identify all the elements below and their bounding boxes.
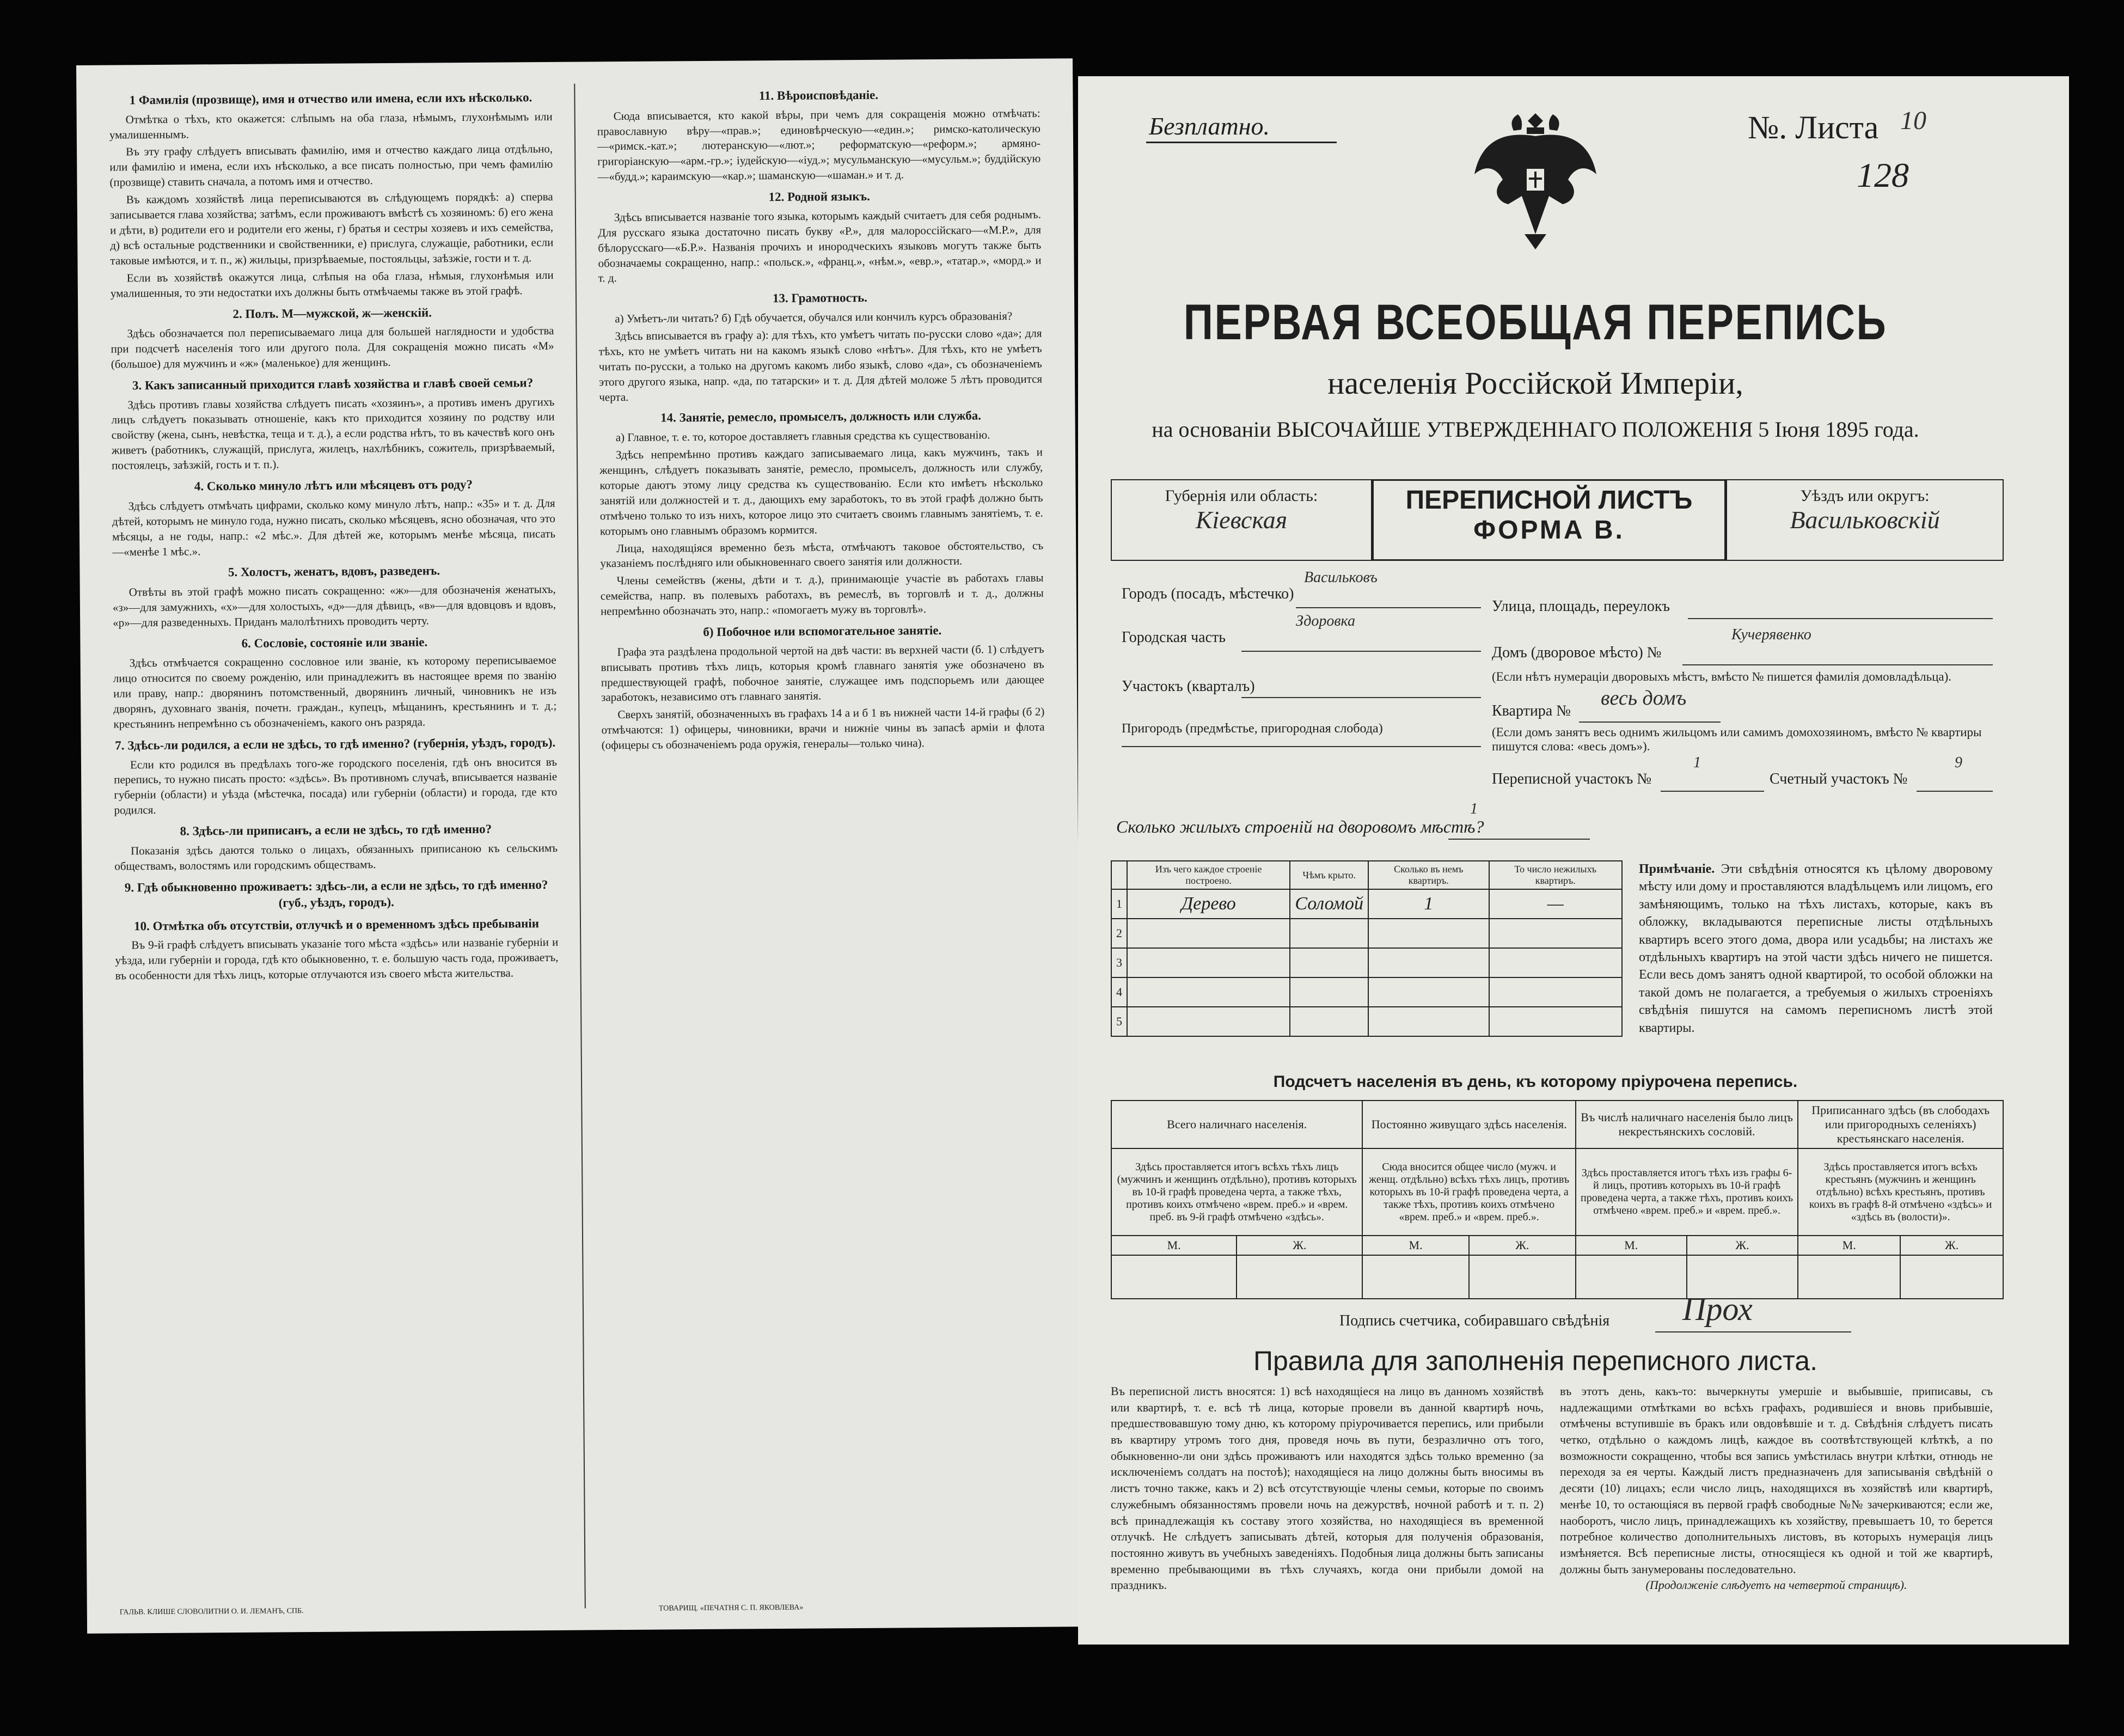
table-row [1111,1255,2003,1299]
city-part-label: Городская часть [1122,629,1226,646]
form-box [1372,479,1726,561]
tally-sex-label: М. [1111,1236,1237,1255]
instruction-paragraph: Въ эту графу слѣдуетъ вписывать фамилію, имя и отчество каждаго лица отдѣльно, или фамилію и имена, если ихъ нѣсколько, а все писать полностью, при чемъ фамилію (прозвище) ставить сначала, а потомъ имя и отчество. [109,142,553,189]
instruction-paragraph: Здѣсь вписывается названіе того языка, которымъ каждый считаетъ для себя роднымъ. Для русскаго языка достаточно писать букву «Р.», для малороссійскаго—«М.Р.», для бѣлорусскаго—«Б.Р.». Названія прочихъ и инородческихъ языковъ могутъ также быть обозначаемы сокращенно, напр.: «польск.», «франц.», «нѣм.», «евр.», «татар.», «морд.» и т. д. [598,207,1042,285]
buildings-table [1111,860,1623,1037]
buildings-header-cell [1111,861,1127,889]
form-legal-basis: на основаніи ВЫСОЧАЙШЕ УТВЕРЖДЕННАГО ПОЛОЖЕНІЯ 5 Іюня 1895 года. [1152,417,1919,442]
buildings-header-cell: Сколько въ немъ квартиръ. [1368,861,1489,889]
instruction-heading: 10. Отмѣтка объ отсутствіи, отлучкѣ и о временномъ здѣсь пребываніи [133,916,540,933]
buildings-cell: 3 [1111,948,1127,977]
city-part-value: Здоровка [1296,613,1355,629]
tally-description: Сюда вносится общее число (мужч. и женщ. отдѣльно) всѣхъ тѣхъ лицъ, противъ которыхъ въ 10-й графѣ проведена черта, а также тѣхъ, противъ коихъ отмѣчено «врем. преб.» и «врем. преб.». [1362,1148,1575,1236]
buildings-cell [1489,948,1623,977]
buildings-cell [1127,919,1290,948]
census-district-label: Переписной участокъ № [1492,771,1652,787]
rules-title: Правила для заполненія переписного листа. [1253,1346,1817,1376]
tally-value-cell [1798,1255,1900,1299]
instruction-heading: 7. Здѣсь-ли родился, а если не здѣсь, то гдѣ именно? (губернія, уѣздъ, городъ). [115,735,556,753]
remark [1639,860,1993,1037]
counter-signature-label: Подпись счетчика, собиравшаго свѣдѣнія [1339,1312,1610,1329]
sheet-number-handwritten: 10 [1900,106,1926,135]
table-row [1111,977,1622,1007]
buildings-cell: 1 [1368,889,1489,919]
rules-column-1: Въ переписной листъ вносятся: 1) всѣ находящіеся на лицо въ данномъ хозяйствѣ или квартирѣ, т. е. всѣ тѣ лица, которые провели въ данной квартирѣ ночь, предшествовавшую тому дню, къ которому пріурочивается перепись, или прибыли въ квартиру утромъ того дня, проведя ночь въ пути, безразлично отъ того, обыкновенно-ли они здѣсь проживаютъ или находятся здѣсь только временно (за исключеніемъ солдатъ на постоѣ); находящіеся на лицо должны быть вносимы въ листъ точно также, какъ и 2) всѣ отсутствующіе члены семьи, которые по своимъ служебнымъ обязанностямъ провели ночь на дежурствѣ, ночной работѣ и т. п. 2) всѣ принадлежащія къ составу этого хозяйства, но находящіеся въ временной отлучкѣ. Не слѣдуетъ записывать дѣтей, которыя для полученія образованія, постоянно живутъ въ учебныхъ заведеніяхъ. Подобныя лица должны быть записаны временно пребывающими въ тѣхъ случаяхъ, когда они прибыли домой на праздникъ. [1111,1384,1544,1592]
rules-text [1111,1383,1993,1593]
instruction-heading: 11. Вѣроисповѣданіе. [758,88,879,103]
buildings-cell [1368,919,1489,948]
uezd-box [1726,479,2004,561]
buildings-header-cell: То число нежилыхъ квартиръ. [1489,861,1623,889]
instruction-paragraph: Отвѣты въ этой графѣ можно писать сокращенно: «ж»—для обозначенія женатыхъ, «з»—для замужнихъ, «х»—для холостыхъ, «д»—для дѣвицъ, «в»—для вдовцовъ и вдовъ, «р»—для разведенныхъ. Приданъ малолѣтнихъ проводить черту. [112,582,556,629]
instruction-heading: 8. Здѣсь-ли приписанъ, а если не здѣсь, то гдѣ именно? [180,822,492,838]
city-value: Васильковъ [1304,569,1378,586]
instruction-paragraph: а) Умѣетъ-ли читать? б) Гдѣ обучается, обучался или кончилъ курсъ образованія? [615,309,1013,326]
left-page [76,58,1084,1634]
tally-value-cell [1469,1255,1576,1299]
table-row [1111,1148,2003,1236]
instruction-heading: 3. Какъ записанный приходится главѣ хозяйства и главѣ своей семьи? [132,376,534,393]
table-row [1111,1101,2003,1148]
census-district-line [1661,791,1764,792]
apartment-line [1579,722,1721,723]
apartment-label: Квартира № [1492,702,1571,719]
form-subtitle: населенія Россійской Имперіи, [1327,365,1743,401]
tally-header: Всего наличнаго населенія. [1111,1101,1362,1148]
instruction-heading: 6. Сословіе, состояніе или званіе. [241,635,428,650]
tally-sex-label: Ж. [1687,1236,1798,1255]
instruction-paragraph: Здѣсь отмѣчается сокращенно сословное или званіе, къ которому переписываемое лицо относится по своему рожденію, или принадлежитъ въ настоящее время по званію или праву, напр.: дворянинъ потомственный, дворянинъ личный, чиновникъ не изъ дворянъ, духовнаго званія, почетн. граждан., купецъ, мѣщанинъ, крестьянинъ и т. д.; крестьянинъ непремѣнно съ обозначеніемъ, какого онъ разряда. [113,653,557,731]
instruction-paragraph: Отмѣтка о тѣхъ, кто окажется: слѣпымъ на оба глаза, нѣмымъ, глухонѣмымъ или умалишеннымъ. [109,109,553,142]
buildings-cell: 2 [1111,919,1127,948]
tally-title: Подсчетъ населенія въ день, къ которому пріурочена перепись. [1273,1073,1798,1091]
instruction-paragraph: Здѣсь слѣдуетъ отмѣчать цифрами, сколько кому минуло лѣтъ, напр.: «35» и т. д. Для дѣтей, которымъ не минуло года, нужно писать, сколько мѣсяцевъ, ясно обозначая, что это мѣсяцы, а не годы, напр.: «2 мѣс.». Для дѣтей же, которымъ менѣе мѣсяца, писать—«менѣе 1 мѣс.». [112,496,556,559]
buildings-cell [1127,948,1290,977]
remark-text: Эти свѣдѣнія относятся къ цѣлому дворовому мѣсту или дому и проставляются владѣльцемъ или лицомъ, его замѣняющимъ, только на тѣхъ листахъ, которые, какъ въ обложку, вкладываются переписные листы отдѣльныхъ квартиръ всего этого дома, двора или усадьбы; на листахъ же отдѣльныхъ квартиръ на этой части здѣсь ничего не пишется. Если весь домъ занятъ одной квартирой, то особой обложки на такой домъ не полагается, а требуемыя о жилыхъ строеніяхъ свѣдѣнія пишутся на самомъ переписномъ листѣ этой квартиры. [1639,862,1993,1035]
table-row [1111,1007,1622,1036]
street-line [1688,618,1993,619]
buildings-cell [1368,1007,1489,1036]
tally-sex-label: Ж. [1900,1236,2003,1255]
instruction-paragraph: Здѣсь обозначается пол переписываемаго лица для большей наглядности и удобства при подсчетѣ населенія того или другого пола. Для сокращенія можно писать «М» (большое) для мужчинъ и «ж» (маленькое) для женщинъ. [111,324,554,371]
suburb-label: Пригородъ (предмѣстье, пригородная слобода) [1122,722,1383,736]
buildings-cell [1127,1007,1290,1036]
left-footer: ГАЛЬВ. КЛИШЕ СЛОВОЛИТНИ О. И. ЛЕМАНЪ, СПБ. [119,1607,304,1617]
tally-sex-label: Ж. [1237,1236,1362,1255]
tally-table [1111,1100,2004,1299]
tally-description: Здѣсь проставляется итогъ всѣхъ крестьянъ (мужчинъ и женщинъ отдѣльно) всѣхъ крестьянъ, противъ коихъ въ графѣ 8-й отмѣчено «здѣсь» и «здѣсь въ (волости)». [1798,1148,2003,1236]
remark-title: Примѣчаніе. [1639,862,1715,876]
buildings-header-cell: Изъ чего каждое строеніе построено. [1127,861,1290,889]
instruction-paragraph: Здѣсь вписывается въ графу а): для тѣхъ, кто умѣетъ читать по-русски слово «да»; для тѣхъ, кто не умѣетъ читать ни на какомъ языкѣ слово «нѣтъ». Для тѣхъ, кто не умѣетъ читать по-русски, а только на другомъ какомъ либо языкѣ, слово «да», съ обозначеніемъ этого другого языка, напр. «да, по татарски» и т. д. Для дѣтей моложе 5 лѣтъ проводится черта. [598,326,1043,404]
instruction-paragraph: Въ 9-й графѣ слѣдуетъ вписывать указаніе того мѣста «здѣсь» или названіе губерніи и уѣзда, или губерніи и города, гдѣ кто обыкновенно, т. е. большую часть года, проживаетъ, въ особенности для тѣхъ лицъ, которые отлучаются изъ своего мѣста жительства. [115,936,559,982]
census-form-page [1078,76,2069,1645]
instruction-paragraph: Въ каждомъ хозяйствѣ лица переписываются въ слѣдующемъ порядкѣ: а) сперва записывается глава хозяйства; затѣмъ, если проживаютъ вмѣстѣ съ хозяиномъ: б) его жена и дѣти, в) родители его и родители его жены, г) братья и сестры хозяевъ и ихъ семейства, д) всѣ остальные родственники и свойственники, е) прислуга, служащіе, работники, если таковые имѣются, и т. п., ж) жильцы, призрѣваемые, постояльцы, заѣзжіе, гости и т. д. [109,190,554,267]
table-row [1111,1236,2003,1255]
gubernia-value: Кіевская [1195,506,1288,534]
instruction-paragraph: Показанія здѣсь даются только о лицахъ, обязанныхъ приписаною къ сельскимъ обществамъ, волостямъ или городскимъ обществамъ. [114,841,558,873]
buildings-cell: 5 [1111,1007,1127,1036]
instruction-heading: 4. Сколько минуло лѣтъ или мѣсяцевъ отъ роду? [194,478,473,493]
counter-signature-line [1655,1331,1851,1332]
instruction-heading: 12. Родной языкъ. [768,190,870,204]
buildings-cell: 4 [1111,977,1127,1007]
instructions-column-1 [109,84,563,1612]
tally-value-cell [1900,1255,2003,1299]
form-name: ПЕРЕПИСНОЙ ЛИСТЪ [1405,486,1693,515]
tally-value-cell [1111,1255,1237,1299]
tally-value-cell [1237,1255,1362,1299]
instruction-heading: 9. Гдѣ обыкновенно проживаетъ: здѣсь-ли, а если не здѣсь, то гдѣ именно? (губ., уѣздъ, городъ). [124,877,548,910]
instruction-paragraph: Если въ хозяйствѣ окажутся лица, слѣпыя на оба глаза, нѣмыя, глухонѣмыя или умалишенныя, то эти недостатки ихъ должны быть отмѣчаемы также въ этой графѣ. [110,268,554,300]
instruction-paragraph: Здѣсь противъ главы хозяйства слѣдуетъ писать «хозяинъ», а противъ именъ другихъ лицъ слѣдуетъ показывать отношеніе, какъ кто приходится хозяину по родству или свойству (жена, сынъ, невѣстка, теща и т. д.), а если родства нѣтъ, то въ качествѣ кого онъ живетъ (работникъ, служащій, прислуга, жилецъ, нахлѣбникъ, сожитель, призрѣваемый, постоялецъ, заѣзжій, гость и т. п.). [111,395,555,472]
instruction-paragraph: Здѣсь непремѣнно противъ каждаго записываемаго лица, какъ мужчинъ, такъ и женщинъ, слѣдуетъ показывать занятіе, ремесло, промыселъ, должность или службу, которые даютъ этому лицу средства къ существованію. Если кто имѣетъ нѣсколько занятій или должностей и т. д., дающихъ ему заработокъ, то въ этой графѣ должно быть отмѣчено только то изъ нихъ, которое лицо это считаетъ своимъ главнымъ занятіемъ, т. е. которымъ оно главнымъ образомъ кормится. [599,445,1043,537]
house-note: (Если нѣтъ нумераціи дворовыхъ мѣстъ, вмѣсто № пишется фамилія домовладѣльца). [1492,670,1951,683]
city-part-line [1241,651,1481,652]
buildings-cell: Соломой [1290,889,1368,919]
instruction-heading: 2. Полъ. М—мужской, ж—женскій. [232,305,432,321]
tally-sex-label: Ж. [1469,1236,1576,1255]
instructions-column-2 [597,81,1051,1609]
street-label: Улица, площадь, переулокъ [1492,598,1670,615]
buildings-question: Сколько жилыхъ строеній на дворовомъ мѣстѣ? [1116,817,1484,836]
table-row [1111,889,1622,919]
district-line [1241,697,1481,698]
buildings-cell [1290,1007,1368,1036]
buildings-cell [1489,1007,1623,1036]
column-divider [574,84,586,1609]
uezd-value: Васильковскій [1790,506,1940,534]
tally-header: Постоянно живущаго здѣсь населенія. [1362,1101,1575,1148]
table-row [1111,919,1622,948]
instruction-heading: 5. Холостъ, женатъ, вдовъ, разведенъ. [228,564,440,579]
tally-value-cell [1576,1255,1687,1299]
suburb-line [1122,746,1481,747]
gubernia-label: Губернія или область: [1165,487,1318,505]
count-district-value: 9 [1955,754,1962,771]
buildings-cell [1290,948,1368,977]
tally-header: Приписаннаго здѣсь (въ слободахъ или пригородныхъ селеніяхъ) крестьянскаго населенія. [1798,1101,2003,1148]
buildings-cell [1290,919,1368,948]
rules-column-2 [1560,1383,1993,1593]
instruction-heading: б) Побочное или вспомогательное занятіе. [703,624,942,639]
buildings-cell [1368,948,1489,977]
instruction-paragraph: Сюда вписывается, кто какой вѣры, при чемъ для сокращенія можно отмѣчать: православную вѣру—«прав.»; единовѣрческую—«един.»; римско-католическую—«римск.-кат.»; лютеранскую—«лют.»; реформатскую—«реформ.»; армяно-григоріанскую—«арм.-гр.»; іудейскую—«іуд.»; мусульманскую—«мусульм.»; буддійскую—«будд.»; караимскую—«кар.»; шаманскую—«шаман.» и т. д. [597,106,1041,184]
district-label: Участокъ (кварталъ) [1122,678,1255,695]
tally-sex-label: М. [1576,1236,1687,1255]
rules-column-2-text: въ этотъ день, какъ-то: вычеркнуты умершіе и выбывшіе, приписавы, съ надлежащими отмѣтками во всѣхъ графахъ, родившіеся и вновь прибывшіе, отмѣчены вступившіе въ бракъ или овдовѣвшіе и т. д. Свѣдѣнія слѣдуетъ писать четко, отдѣльно о каждомъ лицѣ, каждое въ соотвѣтствующей клѣткѣ, а по возможности сокращенно, чтобы вся запись умѣстилась внутри клѣтки, отнюдь не переходя за ея черты. Каждый листъ предназначенъ для записыванія свѣдѣній о десяти (10) лицахъ; если число лицъ, находящихся въ хозяйствѣ или квартирѣ, менѣе 10, то остающіяся въ первой графѣ свободные №№ зачеркиваются; если же, наоборотъ, число лицъ, принадлежащихъ къ хозяйству, превышаетъ 10, то берется потребное количество дополнительныхъ листовъ, въ которыхъ нумерація лицъ измѣняется. Всѣ переписные листы, относящіеся къ одной и той же квартирѣ, должны быть занумерованы последовательно. [1560,1384,1993,1576]
gubernia-box [1111,479,1372,561]
buildings-cell: 1 [1111,889,1127,919]
instruction-heading: 1 Фамилія (прозвище), имя и отчество или имена, если ихъ нѣсколько. [129,90,532,107]
buildings-cell [1489,977,1623,1007]
house-line [1682,664,1993,665]
count-district-label: Счетный участокъ № [1770,771,1908,787]
instruction-paragraph: а) Главное, т. е. то, которое доставляетъ главныя средства къ существованію. [615,428,990,444]
tally-header: Въ числѣ наличнаго населенія было лицъ некрестьянскихъ сословій. [1576,1101,1798,1148]
table-row [1111,948,1622,977]
sheet-number-handwritten-2: 128 [1857,156,1909,194]
counter-signature-value: Прох [1682,1291,1753,1327]
tally-sex-label: М. [1362,1236,1468,1255]
free-underline [1146,142,1337,143]
buildings-cell [1127,977,1290,1007]
count-district-line [1917,791,1993,792]
buildings-cell [1489,919,1623,948]
tally-description: Здѣсь проставляется итогъ тѣхъ изъ графы 6-й лицъ, противъ которыхъ въ 10-й графѣ проведена черта, а также тѣхъ, противъ коихъ отмѣчено «врем. преб.» и «врем. преб.». [1576,1148,1798,1236]
house-value: Кучерявенко [1731,626,1811,643]
instruction-paragraph: Сверхъ занятій, обозначенныхъ въ графахъ 14 а и б 1 въ нижней части 14-й графы (б 2) отмѣчаются: 1) офицеры, чиновники, врачи и нижніе чины въ запасѣ арміи и флота (офицеры съ обозначеніемъ рода оружія, генералы—только чина). [601,705,1045,752]
apartment-note: (Если домъ занятъ весь однимъ жильцомъ или самимъ домохозяиномъ, вмѣсто № квартиры пишутся слова: «весь домъ»). [1492,725,1982,753]
buildings-cell: Дерево [1127,889,1290,919]
city-label: Городъ (посадъ, мѣстечко) [1122,585,1294,602]
tally-value-cell [1362,1255,1468,1299]
instruction-paragraph: Лица, находящіяся временно безъ мѣста, отмѣчаютъ таковое обстоятельство, съ указаніемъ послѣдняго или обыкновеннаго своего занятія или должности. [600,539,1044,570]
form-letter: ФОРМА В. [1473,516,1625,545]
sheet-number-label: №. Листа [1748,109,1879,145]
city-line [1296,607,1481,608]
instruction-paragraph: Графа эта раздѣлена продольной чертой на двѣ части: въ верхней части (б. 1) слѣдуетъ вписывать противъ тѣхъ лицъ, которыя кромѣ главнаго занятія уже обозначено въ предшествующей графѣ, побочное занятіе, служащее имъ подспорьемъ или дающее заработокъ, независимо отъ главнаго занятія. [601,642,1044,704]
tally-sex-label: М. [1798,1236,1900,1255]
instruction-paragraph: Если кто родился въ предѣлахъ того-же городского поселенія, гдѣ онъ вносится въ перепись, то нужно писать просто: «здѣсь». Въ противномъ случаѣ, вписывается названіе губерніи (области) и уѣзда (мѣстечка, посада) или губерніи (области) и города, где кто родился. [114,755,558,817]
apartment-value: весь домъ [1601,687,1687,710]
house-label: Домъ (дворовое мѣсто) № [1492,644,1662,661]
instruction-heading: 14. Занятіе, ремесло, промыселъ, должность или служба. [660,408,982,425]
buildings-cell [1368,977,1489,1007]
form-title: ПЕРВАЯ ВСЕОБЩАЯ ПЕРЕПИСЬ [1183,295,1888,350]
header-boxes [1111,479,2004,561]
rules-footer: (Продолженіе слѣдуетъ на четвертой страницѣ). [1645,1578,1907,1592]
uezd-label: Уѣздъ или округъ: [1800,487,1930,505]
buildings-value: 1 [1470,800,1478,817]
buildings-cell: — [1489,889,1623,919]
census-district-value: 1 [1693,754,1701,771]
buildings-cell [1290,977,1368,1007]
instruction-heading: 13. Грамотность. [772,291,868,305]
instruction-paragraph: Члены семействъ (жены, дѣти и т. д.), принимающіе участіе въ работахъ главы семейства, напр. въ полевыхъ работахъ, въ ремеслѣ, въ торговлѣ и т. д., должны непремѣнно обозначать это, напр.: «помогаетъ мужу въ торговлѣ». [600,571,1044,618]
tally-description: Здѣсь проставляется итогъ всѣхъ тѣхъ лицъ (мужчинъ и женщинъ отдѣльно), противъ которыхъ въ 10-й графѣ проведена черта, а также тѣхъ, противъ коихъ отмѣчено «врем. преб.» и «врем. преб. въ 9-й графѣ отмѣчено «здѣсь». [1111,1148,1362,1236]
buildings-header-cell: Чѣмъ крыто. [1290,861,1368,889]
right-footer: ТОВАРИЩ. «ПЕЧАТНЯ С. П. ЯКОВЛЕВА» [658,1603,804,1613]
double-headed-eagle-icon [1470,109,1601,250]
free-label: Безплатно. [1149,112,1270,140]
buildings-line [1448,839,1590,840]
